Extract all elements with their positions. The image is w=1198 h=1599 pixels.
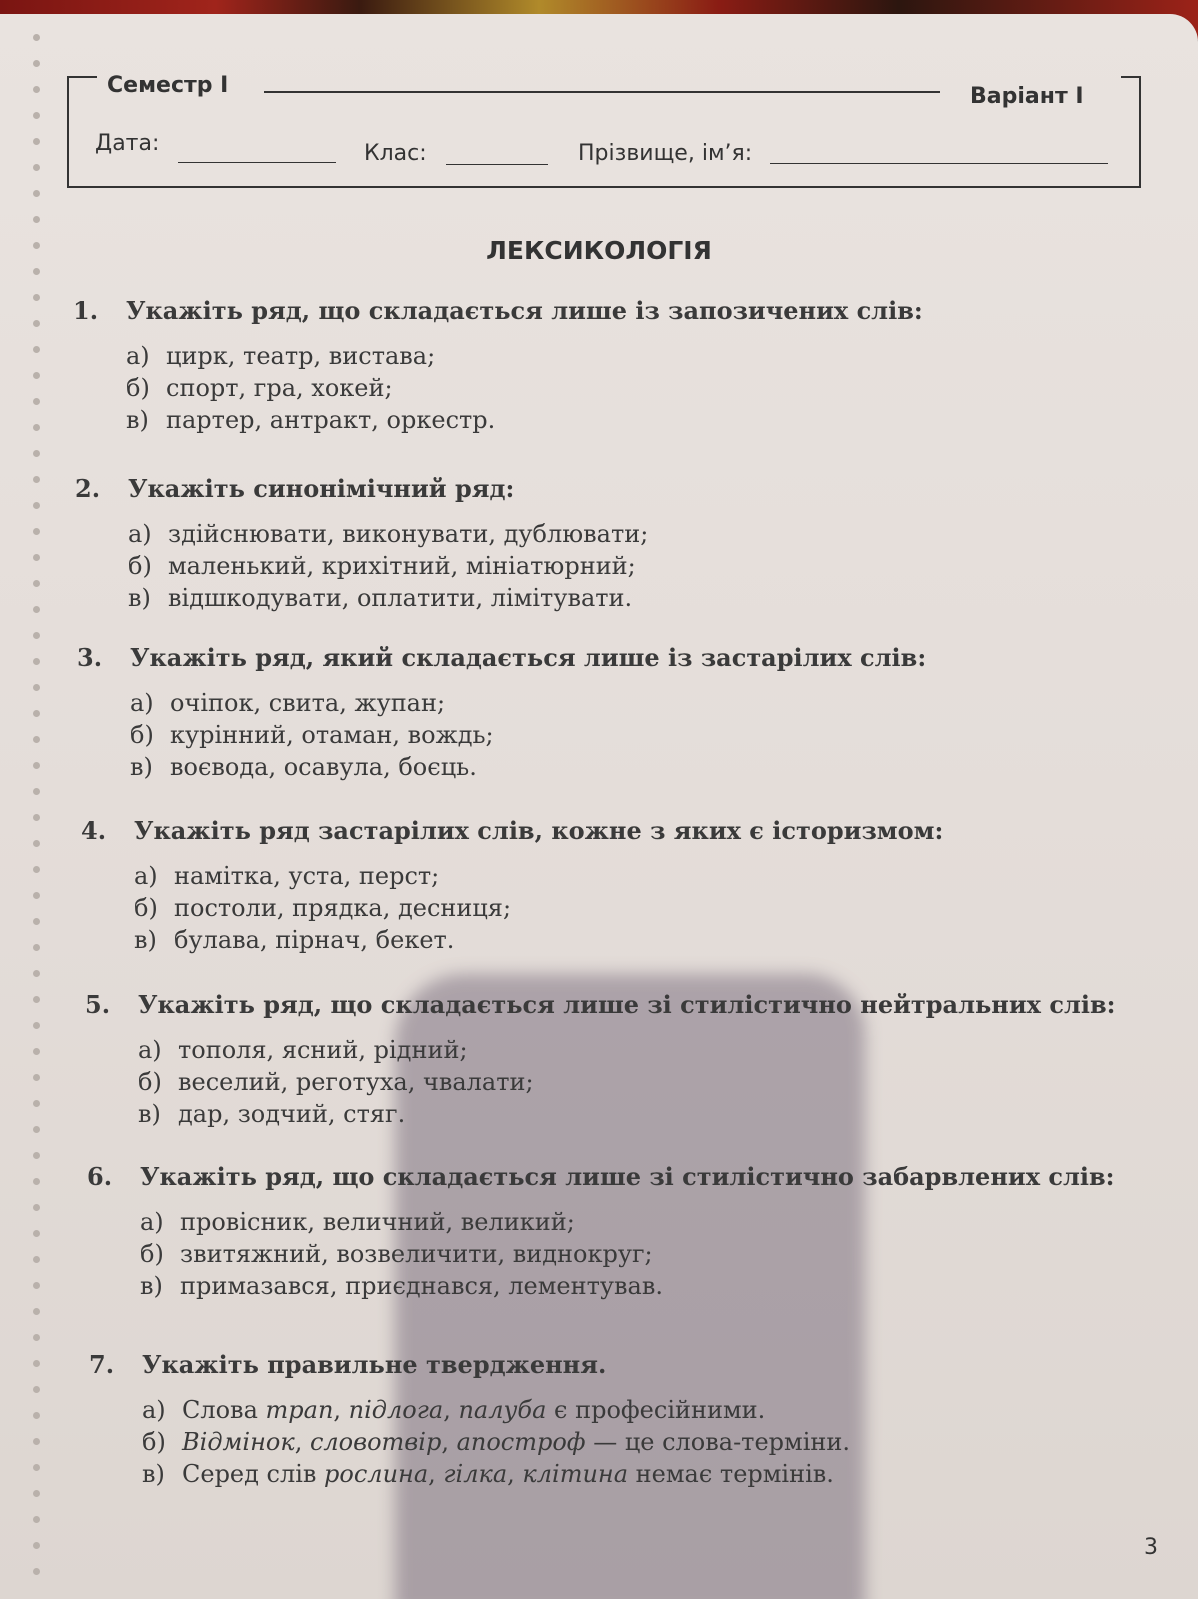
question-5	[85, 990, 1116, 1128]
question-text: Укажіть ряд, що складається лише зі стилістично забарвлених слів:	[140, 1162, 1115, 1191]
page-number: 3	[1144, 1535, 1158, 1560]
option-c[interactable]: в) дар, зодчий, стяг.	[138, 1100, 406, 1128]
question-number: 3.	[77, 643, 103, 672]
option-c[interactable]: в) примазався, приєднався, лементував.	[140, 1272, 663, 1300]
option-a[interactable]: а) цирк, театр, вистава;	[126, 342, 436, 370]
variant-label: Варіант I	[970, 84, 1084, 109]
option-b[interactable]: б) звитяжний, возвеличити, виднокруг;	[140, 1240, 653, 1268]
option-c[interactable]: в) Серед слів рослина, гілка, клітина немає термінів.	[142, 1460, 834, 1488]
question-text: Укажіть ряд, який складається лише із застарілих слів:	[130, 643, 927, 672]
question-text: Укажіть ряд, що складається лише із запозичених слів:	[126, 296, 923, 325]
option-a[interactable]: а) очіпок, свита, жупан;	[130, 689, 446, 717]
question-number: 4.	[81, 816, 107, 845]
question-1	[73, 296, 923, 434]
option-a[interactable]: а) намітка, уста, перст;	[134, 862, 440, 890]
class-label: Клас:	[364, 141, 427, 166]
question-6	[87, 1162, 1115, 1300]
option-c[interactable]: в) відшкодувати, оплатити, лімітувати.	[128, 584, 633, 612]
semester-label: Семестр I	[107, 73, 229, 98]
option-b[interactable]: б) курінний, отаман, вождь;	[130, 721, 494, 749]
question-4	[81, 816, 944, 954]
option-b[interactable]: б) Відмінок, словотвір, апостроф — це слова-терміни.	[142, 1428, 850, 1456]
option-a[interactable]: а) тополя, ясний, рідний;	[138, 1036, 468, 1064]
question-7	[89, 1350, 850, 1488]
option-a[interactable]: а) провісник, величний, великий;	[140, 1208, 575, 1236]
option-b[interactable]: б) спорт, гра, хокей;	[126, 374, 393, 402]
option-c[interactable]: в) воєвода, осавула, боєць.	[130, 753, 477, 781]
spiral-binding	[30, 34, 44, 1594]
question-text: Укажіть правильне твердження.	[142, 1350, 607, 1379]
section-title: ЛЕКСИКОЛОГІЯ	[486, 236, 712, 265]
question-text: Укажіть ряд, що складається лише зі стилістично нейтральних слів:	[138, 990, 1116, 1019]
option-c[interactable]: в) партер, антракт, оркестр.	[126, 406, 496, 434]
option-b[interactable]: б) постоли, прядка, десниця;	[134, 894, 512, 922]
question-number: 5.	[85, 990, 111, 1019]
question-text: Укажіть ряд застарілих слів, кожне з яких є історизмом:	[134, 816, 944, 845]
option-a[interactable]: а) здійснювати, виконувати, дублювати;	[128, 520, 649, 548]
question-number: 6.	[87, 1162, 113, 1191]
option-a[interactable]: а) Слова трап, підлога, палуба є професійними.	[142, 1396, 766, 1424]
option-c[interactable]: в) булава, пірнач, бекет.	[134, 926, 455, 954]
question-2	[75, 474, 649, 612]
question-text: Укажіть синонімічний ряд:	[128, 474, 515, 503]
question-3	[77, 643, 927, 781]
date-label: Дата:	[95, 131, 160, 156]
option-b[interactable]: б) маленький, крихітний, мініатюрний;	[128, 552, 636, 580]
option-b[interactable]: б) веселий, реготуха, чвалати;	[138, 1068, 534, 1096]
question-number: 7.	[89, 1350, 115, 1379]
date-field[interactable]	[178, 162, 336, 163]
question-number: 1.	[73, 296, 99, 325]
name-label: Прізвище, ім’я:	[578, 141, 753, 166]
class-field[interactable]	[446, 164, 548, 165]
name-field[interactable]	[770, 163, 1108, 164]
question-number: 2.	[75, 474, 101, 503]
